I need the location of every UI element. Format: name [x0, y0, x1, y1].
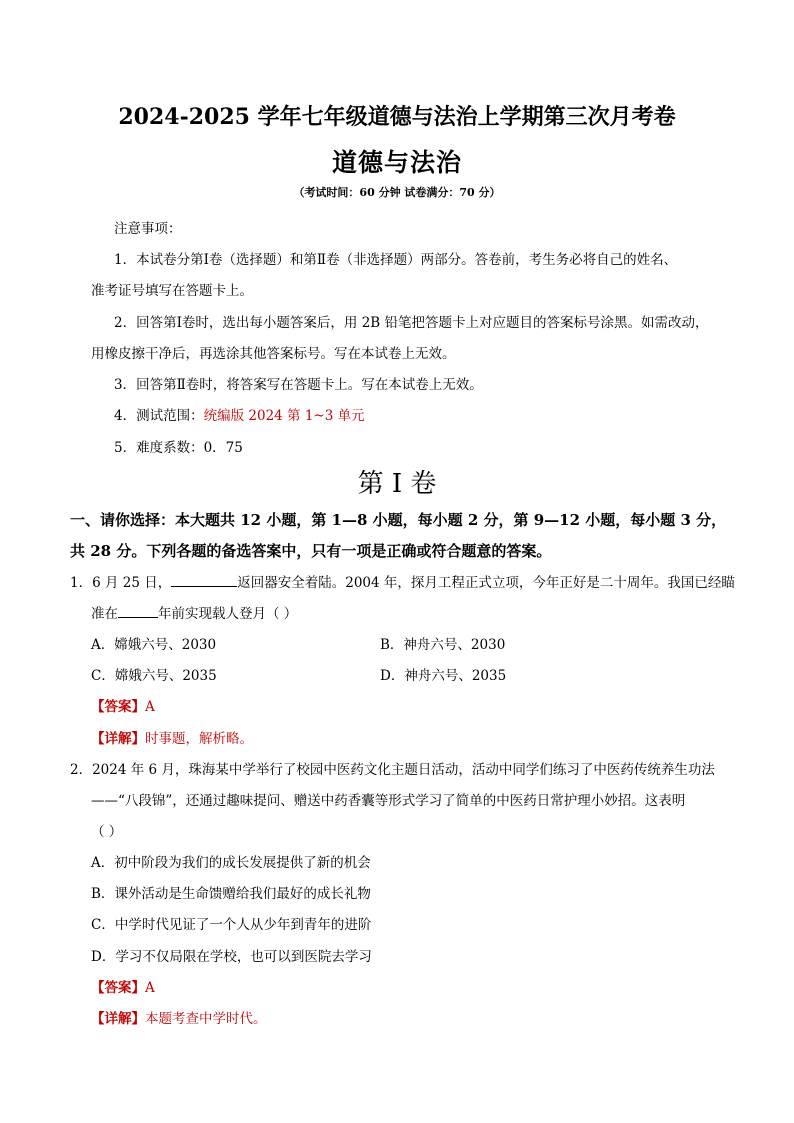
- note-2-line-2: 用橡皮擦干净后，再选涂其他答案标号。写在本试卷上无效。: [91, 346, 456, 362]
- answer-value: A: [145, 699, 155, 715]
- section-title: 第 I 卷: [357, 469, 437, 499]
- answer-value: A: [145, 980, 155, 996]
- question-2-answer: [91, 976, 155, 996]
- question-1-option-c: C．嫦娥六号、2035: [91, 668, 217, 684]
- exam-info: （考试时间：60 分钟 试卷满分：70 分）: [293, 186, 501, 199]
- notes-heading: 注意事项：: [114, 221, 182, 237]
- note-4-prefix: 4．测试范围：: [114, 408, 204, 424]
- question-1-answer: [91, 695, 155, 715]
- note-1-line-2: 准考证号填写在答题卡上。: [91, 283, 253, 299]
- detail-text: 时事题，解析略。: [145, 731, 253, 747]
- question-2-option-b: B．课外活动是生命馈赠给我们最好的成长礼物: [91, 886, 371, 902]
- detail-label: 【详解】: [91, 1011, 145, 1027]
- note-1-line-1: 1．本试卷分第Ⅰ卷（选择题）和第Ⅱ卷（非选择题）两部分。答卷前，考生务必将自己的姓名、: [114, 252, 678, 268]
- answer-label: 【答案】: [91, 699, 145, 715]
- note-3: 3．回答第Ⅱ卷时，将答案写在答题卡上。写在本试卷上无效。: [114, 377, 483, 393]
- detail-label: 【详解】: [91, 731, 145, 747]
- question-1-text-post: 返回器安全着陆。2004 年，探月工程正式立项，今年正好是二十周年。我国已经瞄: [237, 575, 735, 591]
- note-4: [114, 404, 365, 424]
- question-2-detail: [91, 1007, 267, 1027]
- question-1-line-2: [91, 602, 297, 622]
- question-1-option-a: A．嫦娥六号、2030: [91, 637, 217, 653]
- question-1-line2-post: 年前实现载人登月（ ）: [158, 606, 298, 622]
- answer-blank: [118, 604, 158, 619]
- exam-title: 2024-2025 学年七年级道德与法治上学期第三次月考卷: [118, 104, 676, 130]
- subject-title: 道德与法治: [331, 148, 462, 177]
- question-2-option-c: C．中学时代见证了一个人从少年到青年的进阶: [91, 917, 372, 933]
- question-1-option-b: B．神舟六号、2030: [380, 637, 506, 653]
- question-1-text-pre: 1．6 月 25 日，: [70, 575, 172, 591]
- answer-blank: [171, 573, 237, 588]
- section-instruction-line-1: 一、请你选择：本大题共 12 小题，第 1—8 小题，每小题 2 分，第 9—12 小题，每小题 3 分，: [70, 511, 727, 529]
- question-2-option-d: D．学习不仅局限在学校，也可以到医院去学习: [91, 949, 372, 965]
- section-instruction-line-2: 共 28 分。下列各题的备选答案中，只有一项是正确或符合题意的答案。: [70, 542, 552, 560]
- question-2-line-1: 2．2024 年 6 月，珠海某中学举行了校园中医药文化主题日活动，活动中同学们练习了中医药传统养生功法: [70, 762, 715, 778]
- detail-text: 本题考查中学时代。: [145, 1011, 267, 1027]
- question-2-line-2: ——“八段锦”，还通过趣味提问、赠送中药香囊等形式学习了简单的中医药日常护理小妙招。这表明: [91, 793, 686, 809]
- question-1-detail: [91, 727, 253, 747]
- answer-label: 【答案】: [91, 980, 145, 996]
- note-2-line-1: 2．回答第Ⅰ卷时，选出每小题答案后，用 2B 铅笔把答题卡上对应题目的答案标号涂黑。如需改动，: [114, 315, 709, 331]
- question-2-line-3: （ ）: [91, 824, 123, 840]
- question-2-option-a: A．初中阶段为我们的成长发展提供了新的机会: [91, 855, 371, 871]
- test-scope: 统编版 2024 第 1~3 单元: [203, 408, 365, 424]
- question-1-line2-pre: 准在: [91, 606, 118, 622]
- question-1-option-d: D．神舟六号、2035: [380, 668, 507, 684]
- question-1-line-1: [70, 571, 735, 591]
- note-5: 5．难度系数：0．75: [114, 440, 243, 456]
